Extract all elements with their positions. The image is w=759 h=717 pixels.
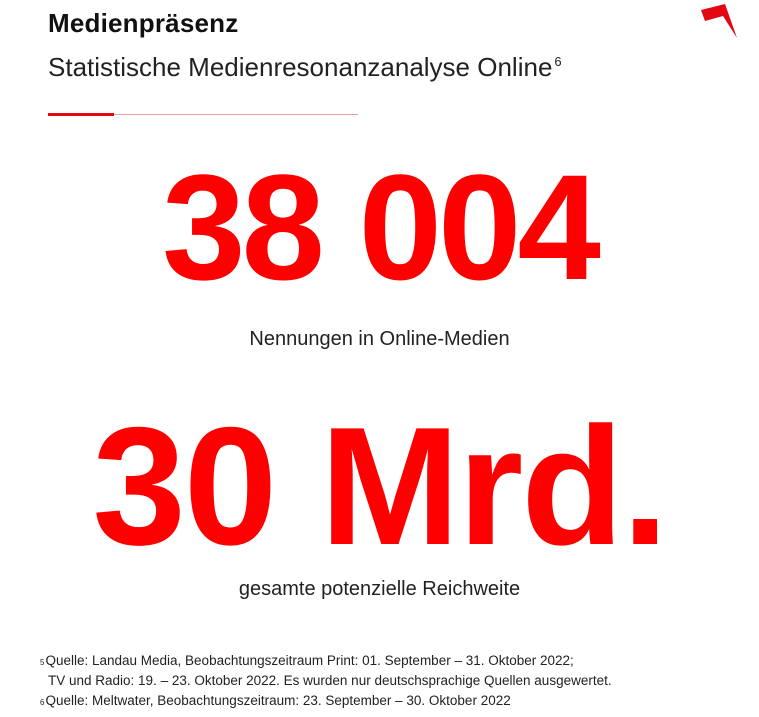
divider-accent (48, 113, 114, 116)
mentions-count: 38 004 (162, 143, 597, 311)
subtitle-footnote-ref: 6 (554, 54, 562, 69)
page-subtitle (48, 52, 562, 83)
footnote-5-marker: 5 (40, 658, 45, 667)
footnotes (40, 651, 740, 711)
footnote-5-line-1 (40, 651, 740, 671)
logo-icon (701, 4, 737, 38)
page-title: Medienpräsenz (48, 8, 239, 38)
footnote-6-line-1 (40, 691, 740, 711)
divider-line (114, 114, 358, 115)
footnote-6-marker: 6 (40, 698, 45, 707)
footnote-5-line-2: TV und Radio: 19. – 23. Oktober 2022. Es wurden nur deutschsprachige Quellen ausgewertet. (48, 673, 612, 688)
footnote-5-text-1: Quelle: Landau Media, Beobachtungszeitraum Print: 01. September – 31. Oktober 2022; (45, 653, 574, 668)
mentions-caption: Nennungen in Online-Medien (249, 328, 510, 350)
footnote-6-text-1: Quelle: Meltwater, Beobachtungszeitraum: 23. September – 30. Oktober 2022 (45, 693, 511, 708)
reach-caption: gesamte potenzielle Reichweite (238, 578, 521, 600)
reach-value: 30 Mrd. (92, 392, 667, 580)
subtitle-text: Statistische Medienresonanzanalyse Online (48, 52, 553, 82)
header-divider (48, 113, 358, 116)
